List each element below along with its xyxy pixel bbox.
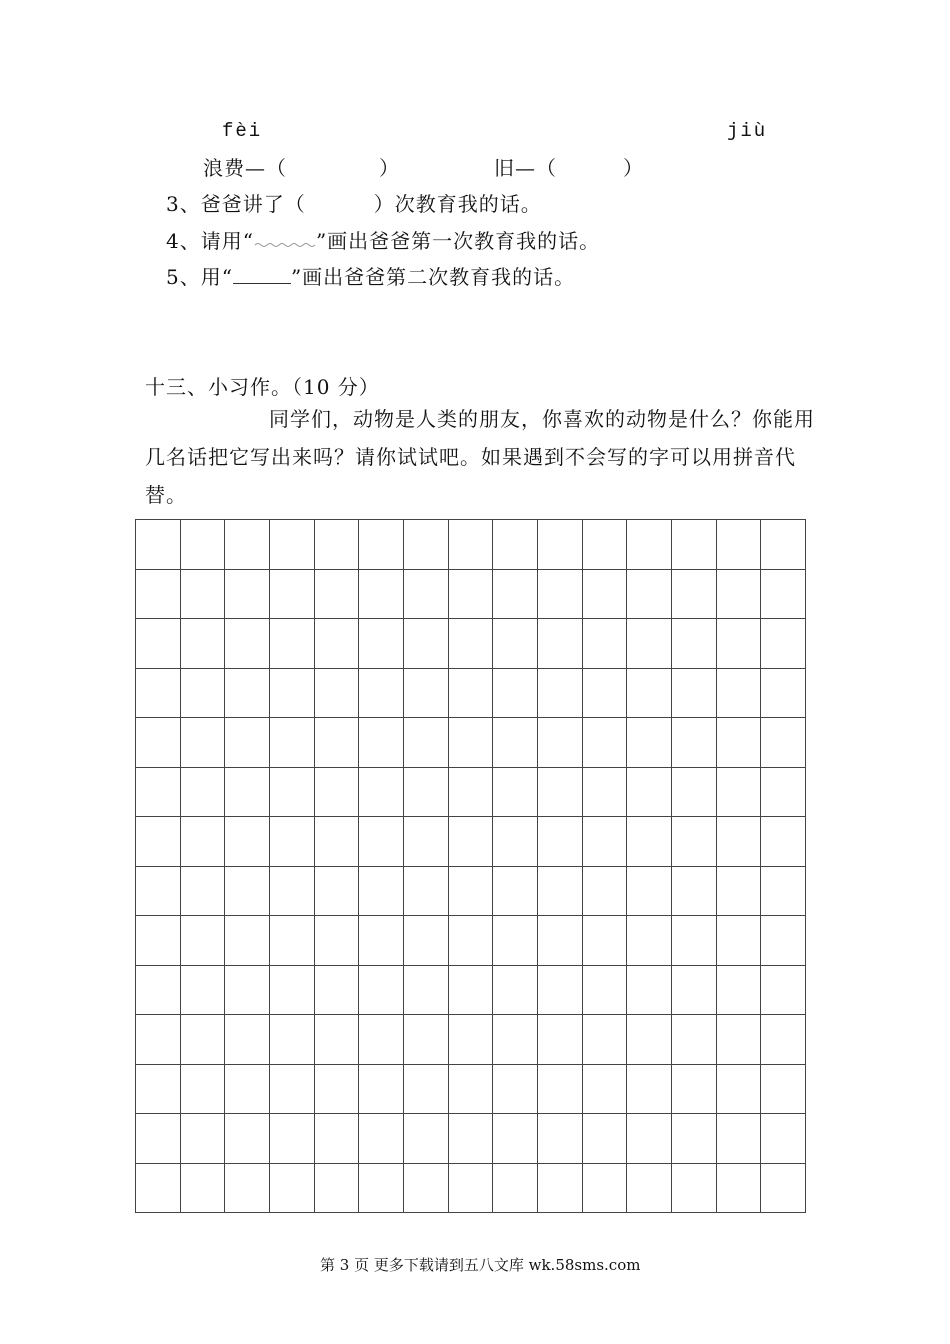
grid-cell[interactable] <box>493 520 538 570</box>
grid-cell[interactable] <box>359 570 404 620</box>
grid-cell[interactable] <box>627 718 672 768</box>
page-footer: 第 3 页 更多下载请到五八文库 wk.58sms.com <box>320 1256 641 1274</box>
grid-cell[interactable] <box>359 817 404 867</box>
grid-cell[interactable] <box>672 916 717 966</box>
grid-cell[interactable] <box>181 718 226 768</box>
grid-cell[interactable] <box>136 520 181 570</box>
grid-cell[interactable] <box>449 669 494 719</box>
grid-cell[interactable] <box>583 817 628 867</box>
grid-cell[interactable] <box>493 1114 538 1164</box>
grid-cell[interactable] <box>404 817 449 867</box>
grid-cell[interactable] <box>359 867 404 917</box>
grid-cell[interactable] <box>761 669 806 719</box>
grid-cell[interactable] <box>672 520 717 570</box>
grid-cell[interactable] <box>493 718 538 768</box>
grid-cell[interactable] <box>404 966 449 1016</box>
grid-cell[interactable] <box>181 669 226 719</box>
grid-cell[interactable] <box>672 718 717 768</box>
question-5-before: 5、用“ <box>166 265 233 289</box>
grid-cell[interactable] <box>717 1015 762 1065</box>
grid-cell[interactable] <box>225 619 270 669</box>
grid-cell[interactable] <box>404 570 449 620</box>
grid-cell[interactable] <box>181 817 226 867</box>
grid-cell[interactable] <box>225 520 270 570</box>
grid-cell[interactable] <box>493 1164 538 1214</box>
question-3-before: 3、爸爸讲了（ <box>166 192 306 216</box>
grid-cell[interactable] <box>761 1015 806 1065</box>
grid-cell[interactable] <box>627 768 672 818</box>
grid-cell[interactable] <box>672 768 717 818</box>
grid-cell[interactable] <box>359 966 404 1016</box>
grid-cell[interactable] <box>717 718 762 768</box>
grid-cell[interactable] <box>315 966 360 1016</box>
grid-cell[interactable] <box>359 1114 404 1164</box>
grid-cell[interactable] <box>225 718 270 768</box>
grid-cell[interactable] <box>136 916 181 966</box>
grid-cell[interactable] <box>270 669 315 719</box>
grid-cell[interactable] <box>583 1114 628 1164</box>
grid-cell[interactable] <box>136 619 181 669</box>
grid-cell[interactable] <box>627 1065 672 1115</box>
grid-cell[interactable] <box>627 966 672 1016</box>
question-5 <box>166 263 575 291</box>
question-3-after: ）次教育我的话。 <box>373 192 542 216</box>
grid-cell[interactable] <box>717 570 762 620</box>
section-13-title: 十三、小习作。（10 分） <box>145 375 380 399</box>
grid-cell[interactable] <box>627 669 672 719</box>
grid-cell[interactable] <box>136 867 181 917</box>
grid-cell[interactable] <box>583 1164 628 1214</box>
grid-cell[interactable] <box>270 1015 315 1065</box>
grid-cell[interactable] <box>717 1164 762 1214</box>
grid-cell[interactable] <box>717 916 762 966</box>
section-13-prompt: 同学们，动物是人类的朋友，你喜欢的动物是什么？你能用几名话把它写出来吗？请你试试吧。如果遇到不会写的字可以用拼音代替。 <box>145 407 815 507</box>
grid-cell[interactable] <box>181 768 226 818</box>
grid-cell[interactable] <box>672 817 717 867</box>
grid-cell[interactable] <box>181 1015 226 1065</box>
grid-cell[interactable] <box>181 966 226 1016</box>
grid-cell[interactable] <box>449 619 494 669</box>
question-3 <box>166 190 542 218</box>
grid-cell[interactable] <box>583 768 628 818</box>
grid-cell[interactable] <box>717 966 762 1016</box>
grid-cell[interactable] <box>449 916 494 966</box>
grid-cell[interactable] <box>493 916 538 966</box>
grid-cell[interactable] <box>136 570 181 620</box>
grid-cell[interactable] <box>538 1015 583 1065</box>
grid-cell[interactable] <box>181 1065 226 1115</box>
grid-cell[interactable] <box>627 1164 672 1214</box>
grid-cell[interactable] <box>538 520 583 570</box>
grid-cell[interactable] <box>315 916 360 966</box>
grid-cell[interactable] <box>181 619 226 669</box>
grid-cell[interactable] <box>449 768 494 818</box>
grid-cell[interactable] <box>181 520 226 570</box>
grid-cell[interactable] <box>315 867 360 917</box>
grid-cell[interactable] <box>538 1114 583 1164</box>
grid-cell[interactable] <box>449 1015 494 1065</box>
grid-cell[interactable] <box>717 520 762 570</box>
grid-cell[interactable] <box>493 669 538 719</box>
grid-cell[interactable] <box>270 570 315 620</box>
grid-cell[interactable] <box>583 520 628 570</box>
grid-cell[interactable] <box>270 916 315 966</box>
paren-close: ） <box>623 156 644 180</box>
grid-cell[interactable] <box>270 1065 315 1115</box>
grid-cell[interactable] <box>627 520 672 570</box>
grid-cell[interactable] <box>136 718 181 768</box>
grid-cell[interactable] <box>225 768 270 818</box>
grid-cell[interactable] <box>225 867 270 917</box>
grid-cell[interactable] <box>449 867 494 917</box>
grid-cell[interactable] <box>583 669 628 719</box>
grid-cell[interactable] <box>449 817 494 867</box>
grid-cell[interactable] <box>493 1015 538 1065</box>
grid-cell[interactable] <box>761 619 806 669</box>
grid-cell[interactable] <box>493 768 538 818</box>
grid-cell[interactable] <box>270 966 315 1016</box>
grid-cell[interactable] <box>359 619 404 669</box>
grid-cell[interactable] <box>136 966 181 1016</box>
grid-cell[interactable] <box>717 1065 762 1115</box>
grid-cell[interactable] <box>493 1065 538 1115</box>
grid-cell[interactable] <box>315 1114 360 1164</box>
grid-cell[interactable] <box>225 1065 270 1115</box>
grid-cell[interactable] <box>315 1065 360 1115</box>
grid-cell[interactable] <box>225 817 270 867</box>
grid-cell[interactable] <box>404 916 449 966</box>
grid-cell[interactable] <box>672 1164 717 1214</box>
grid-cell[interactable] <box>672 1114 717 1164</box>
grid-cell[interactable] <box>315 669 360 719</box>
grid-cell[interactable] <box>136 1164 181 1214</box>
grid-cell[interactable] <box>493 570 538 620</box>
grid-cell[interactable] <box>270 718 315 768</box>
grid-cell[interactable] <box>136 817 181 867</box>
grid-cell[interactable] <box>627 1114 672 1164</box>
grid-cell[interactable] <box>315 570 360 620</box>
grid-cell[interactable] <box>270 768 315 818</box>
grid-cell[interactable] <box>583 570 628 620</box>
grid-cell[interactable] <box>181 867 226 917</box>
grid-cell[interactable] <box>717 817 762 867</box>
question-4 <box>166 227 600 255</box>
grid-cell[interactable] <box>270 1114 315 1164</box>
grid-cell[interactable] <box>225 916 270 966</box>
grid-cell[interactable] <box>538 1164 583 1214</box>
grid-cell[interactable] <box>627 619 672 669</box>
grid-cell[interactable] <box>627 570 672 620</box>
grid-cell[interactable] <box>761 570 806 620</box>
grid-cell[interactable] <box>449 520 494 570</box>
grid-cell[interactable] <box>136 1065 181 1115</box>
grid-cell[interactable] <box>181 570 226 620</box>
grid-cell[interactable] <box>315 718 360 768</box>
grid-cell[interactable] <box>270 1164 315 1214</box>
grid-cell[interactable] <box>627 867 672 917</box>
grid-cell[interactable] <box>672 1015 717 1065</box>
grid-cell[interactable] <box>136 768 181 818</box>
grid-cell[interactable] <box>583 1015 628 1065</box>
question-5-after: ”画出爸爸第二次教育我的话。 <box>290 265 576 289</box>
grid-cell[interactable] <box>404 1065 449 1115</box>
grid-cell[interactable] <box>761 867 806 917</box>
grid-cell[interactable] <box>315 817 360 867</box>
grid-cell[interactable] <box>315 768 360 818</box>
grid-cell[interactable] <box>493 619 538 669</box>
pinyin-fei: fèi <box>222 120 263 142</box>
grid-cell[interactable] <box>493 966 538 1016</box>
word-jiu-label: 旧—（ <box>494 156 557 180</box>
grid-cell[interactable] <box>761 966 806 1016</box>
grid-cell[interactable] <box>538 966 583 1016</box>
grid-cell[interactable] <box>225 1015 270 1065</box>
grid-cell[interactable] <box>449 1114 494 1164</box>
grid-cell[interactable] <box>761 1065 806 1115</box>
word-langfei <box>203 154 400 182</box>
grid-cell[interactable] <box>538 718 583 768</box>
grid-cell[interactable] <box>181 916 226 966</box>
grid-cell[interactable] <box>717 1114 762 1164</box>
grid-cell[interactable] <box>538 916 583 966</box>
grid-cell[interactable] <box>538 619 583 669</box>
grid-cell[interactable] <box>761 768 806 818</box>
grid-cell[interactable] <box>583 867 628 917</box>
grid-cell[interactable] <box>404 718 449 768</box>
grid-cell[interactable] <box>761 916 806 966</box>
grid-cell[interactable] <box>136 1015 181 1065</box>
grid-cell[interactable] <box>404 1114 449 1164</box>
grid-cell[interactable] <box>404 1015 449 1065</box>
word-jiu <box>494 154 644 182</box>
grid-cell[interactable] <box>538 768 583 818</box>
grid-cell[interactable] <box>404 1164 449 1214</box>
grid-cell[interactable] <box>315 619 360 669</box>
grid-cell[interactable] <box>761 520 806 570</box>
grid-cell[interactable] <box>538 867 583 917</box>
grid-cell[interactable] <box>315 1015 360 1065</box>
pinyin-jiu: jiù <box>727 120 768 142</box>
grid-cell[interactable] <box>315 1164 360 1214</box>
writing-grid[interactable] <box>135 519 806 1213</box>
grid-cell[interactable] <box>449 966 494 1016</box>
question-4-after: ”画出爸爸第一次教育我的话。 <box>315 229 601 253</box>
grid-cell[interactable] <box>225 570 270 620</box>
grid-cell[interactable] <box>449 1065 494 1115</box>
grid-cell[interactable] <box>136 1114 181 1164</box>
grid-cell[interactable] <box>538 1065 583 1115</box>
grid-cell[interactable] <box>449 570 494 620</box>
grid-cell[interactable] <box>404 520 449 570</box>
grid-cell[interactable] <box>672 867 717 917</box>
grid-cell[interactable] <box>359 1065 404 1115</box>
grid-cell[interactable] <box>359 1015 404 1065</box>
grid-cell[interactable] <box>627 916 672 966</box>
grid-cell[interactable] <box>672 619 717 669</box>
grid-cell[interactable] <box>359 1164 404 1214</box>
wavy-line-icon <box>254 238 316 248</box>
grid-cell[interactable] <box>359 520 404 570</box>
grid-cell[interactable] <box>717 619 762 669</box>
grid-cell[interactable] <box>136 669 181 719</box>
word-langfei-label: 浪费—（ <box>203 156 287 180</box>
grid-cell[interactable] <box>270 619 315 669</box>
grid-cell[interactable] <box>672 669 717 719</box>
grid-cell[interactable] <box>672 966 717 1016</box>
grid-cell[interactable] <box>493 817 538 867</box>
question-4-before: 4、请用“ <box>166 229 254 253</box>
grid-cell[interactable] <box>583 966 628 1016</box>
grid-cell[interactable] <box>717 669 762 719</box>
grid-cell[interactable] <box>627 1015 672 1065</box>
grid-cell[interactable] <box>583 718 628 768</box>
paren-close: ） <box>379 156 400 180</box>
grid-cell[interactable] <box>627 817 672 867</box>
grid-cell[interactable] <box>404 619 449 669</box>
grid-cell[interactable] <box>672 570 717 620</box>
grid-cell[interactable] <box>583 1065 628 1115</box>
grid-cell[interactable] <box>538 570 583 620</box>
grid-cell[interactable] <box>583 619 628 669</box>
grid-cell[interactable] <box>717 867 762 917</box>
grid-cell[interactable] <box>315 520 360 570</box>
grid-cell[interactable] <box>359 718 404 768</box>
grid-cell[interactable] <box>761 1164 806 1214</box>
grid-cell[interactable] <box>538 817 583 867</box>
grid-cell[interactable] <box>583 916 628 966</box>
grid-cell[interactable] <box>359 916 404 966</box>
grid-cell[interactable] <box>449 718 494 768</box>
grid-cell[interactable] <box>225 669 270 719</box>
straight-line-icon <box>233 265 291 284</box>
grid-cell[interactable] <box>404 768 449 818</box>
grid-cell[interactable] <box>404 669 449 719</box>
grid-cell[interactable] <box>270 817 315 867</box>
grid-cell[interactable] <box>761 817 806 867</box>
grid-cell[interactable] <box>761 1114 806 1164</box>
grid-cell[interactable] <box>717 768 762 818</box>
grid-cell[interactable] <box>449 1164 494 1214</box>
grid-cell[interactable] <box>404 867 449 917</box>
grid-cell[interactable] <box>761 718 806 768</box>
grid-cell[interactable] <box>672 1065 717 1115</box>
grid-cell[interactable] <box>270 520 315 570</box>
grid-cell[interactable] <box>270 867 315 917</box>
grid-cell[interactable] <box>493 867 538 917</box>
grid-cell[interactable] <box>225 1164 270 1214</box>
grid-cell[interactable] <box>225 966 270 1016</box>
grid-cell[interactable] <box>181 1164 226 1214</box>
grid-cell[interactable] <box>538 669 583 719</box>
grid-cell[interactable] <box>225 1114 270 1164</box>
grid-cell[interactable] <box>359 768 404 818</box>
grid-cell[interactable] <box>181 1114 226 1164</box>
grid-cell[interactable] <box>359 669 404 719</box>
